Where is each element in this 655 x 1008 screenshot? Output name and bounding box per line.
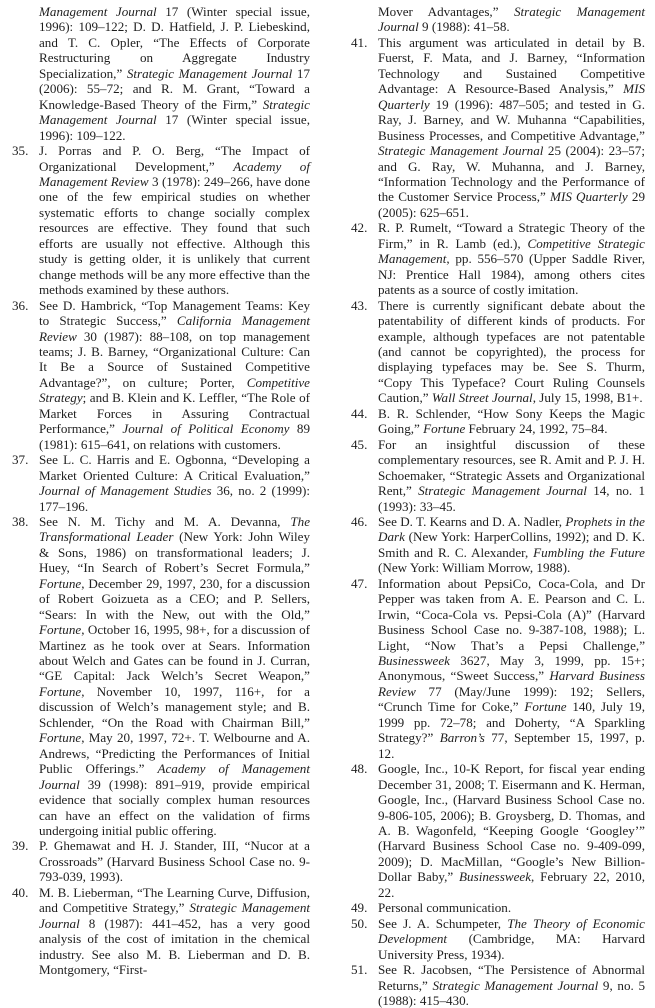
citation-title-italic: Businessweek [459,869,532,885]
citation-title-italic: Prophets in the Dark [378,513,645,545]
endnote-number: 46. [351,513,368,529]
endnote-text: , November 10, 1997, 116+, for a discussion of Welch’s management style; and B. Schlender, “On the Road with Chairman Bill,” [39,683,310,730]
endnote-text: J. Porras and P. O. Berg, “The Impact of Organizational Development,” [39,143,310,174]
citation-title-italic: Journal of Management Studies [39,483,212,499]
endnote-text: , July 15, 1998, B1+. [532,390,643,406]
citation-title-italic: MIS Quarterly [378,81,645,112]
endnote-text: (New York: William Morrow, 1988). [378,560,571,576]
endnote-text: See D. Hambrick, “Top Management Teams: Key to Strategic Success,” [39,297,310,329]
endnote [351,35,645,220]
citation-title-italic: Management Journal [39,4,157,19]
endnote-text: 3 (1978): 249–266, have done one of the few empirical studies on whether systematic efforts to change socially complex resources are effective. They found that such efforts are usually not effective. Although this study is getting older, it is unlikely that current change methods will be any more effective than the methods examined by these authors. [39,173,310,298]
endnote-text: , October 16, 1995, 98+, for a discussion of Martinez as he took over at Sears. Information about Welch and Gates can be found in J. Curran, “GE Capital: Jack Welch’s Secret Weapon,” [39,622,310,684]
endnote-text: (New York: John Wiley & Sons, 1986) on transformational leaders; J. Huey, “In Search of Robert’s Secret Formula,” [39,529,310,576]
citation-title-italic: Strategic Management Journal [39,96,310,128]
citation-title-italic: Fortune [524,699,567,715]
endnote-text: See D. T. Kearns and D. A. Nadler, [378,513,566,529]
endnote-number: 51. [351,962,368,978]
endnote [351,916,645,962]
endnote-text: See N. M. Tichy and M. A. Devanna, [39,513,291,529]
citation-title-italic: Competitive Strategic Management [378,235,645,267]
endnote [351,900,645,915]
endnote-continuation [12,4,310,143]
citation-title-italic: Academy of Management Journal [39,761,310,792]
citation-title-italic: Wall Street Journal [431,390,533,406]
endnote-text: ; and B. Klein and K. Leffler, “The Role of Market Forces in Assuring Contractual Performance,” [39,390,310,437]
endnote-text: (New York: HarperCollins, 1992); and D. K. Smith and R. C. Alexander, [378,529,645,560]
citation-title-italic: Fortune [39,683,82,699]
endnote-text: There is currently significant debate about the patentability of different kinds of products. For example, although typefaces are not patentable (and cannot be copyrighted), the process for displaying typefaces may be. See S. Thurm, “Copy This Typeface? Court Ruling Counsels Caution,” [378,297,645,406]
endnote-number: 40. [12,884,29,900]
endnote [351,220,645,297]
endnote [12,143,310,298]
endnote [12,514,310,839]
right-column [351,4,645,1008]
endnote-number: 38. [12,513,29,529]
citation-title-italic: Competitive Strategy [39,374,310,406]
citation-title-italic: Fumbling the Future [533,544,645,560]
endnote-text: M. B. Lieberman, “The Learning Curve, Diffusion, and Competitive Strategy,” [39,884,310,916]
endnote-number: 36. [12,297,29,313]
endnote-text: 36, no. 2 (1999): 177–196. [39,483,311,514]
endnote-number: 43. [351,297,368,313]
endnote-text: 25 (2004): 23–57; and G. Ray, W. Muhanna, and J. Barney, “Information Technology and the Performance of the Customer Service Process,” [378,143,645,205]
endnote-text: 89 (1981): 615–641, on relations with customers. [39,421,310,452]
endnote [351,298,645,406]
endnote-number: 42. [351,220,368,236]
endnote-text: R. P. Rumelt, “Toward a Strategic Theory of the Firm,” in R. Lamb (ed.), [378,220,645,251]
endnote [351,406,645,437]
left-column [12,4,310,978]
endnote-number: 47. [351,575,368,591]
endnote-text: 30 (1987): 88–108, on top management teams; J. B. Barney, “Organizational Culture: Can It Be a Source of Sustained Competitive Advantage?”, on culture; Porter, [39,328,310,390]
endnote-text: For an insightful discussion of these complementary resources, see R. Amit and P. J. H. Schoemaker, “Strategic Assets and Organizational Rent,” [378,436,645,499]
endnote-text: P. Ghemawat and H. J. Stander, III, “Nucor at a Crossroads” (Harvard Business School Case no. 9-793-039, 1993). [39,838,310,885]
endnote-text: 14, no. 1 (1993): 33–45. [378,483,645,514]
endnote-text: 9 (1988): 41–58. [418,19,510,35]
citation-title-italic: Businessweek [378,653,450,669]
citation-title-italic: Strategic Management Journal [378,4,645,35]
endnote-text: B. R. Schlender, “How Sony Keeps the Magic Going,” [378,405,645,437]
endnote [351,514,645,576]
endnote-number: 45. [351,436,368,452]
citation-title-italic: Fortune [39,622,82,638]
endnote-text: Personal communication. [378,900,512,916]
endnote-text: (Cambridge, MA: Harvard University Press, 1934). [378,931,645,962]
endnote-text: 17 (Winter special issue, 1996): 109–122. [39,112,310,143]
citation-title-italic: Fortune [39,575,82,591]
endnote-text: 77, September 15, 1997, p. 12. [378,730,645,761]
citation-title-italic: Journal of Political Economy [122,421,290,437]
citation-title-italic: MIS Quarterly [550,189,628,205]
endnote-text: Google, Inc., 10-K Report, for fiscal year ending December 31, 2008; T. Eisermann and K. Herman, Google, Inc., (Harvard Business School Case no. 9-806-105, 2006); B. Groysberg, D. Thomas, and A. B. Wagonfeld, “Keeping Google ‘Googley’” (Harvard Business School Case no. 9-409-099, 2009); D. MacMillan, “Google’s New Billion-Dollar Baby,” [378,761,645,885]
citation-title-italic: California Management Review [39,313,311,344]
citation-title-italic: The Transformational Leader [39,513,310,545]
endnote-text: 8 (1987): 441–452, has a very good analysis of the cost of imitation in the chemical industry. See also M. B. Lieberman and D. B. Montgomery, “First- [39,915,310,978]
endnote-text: Information about PepsiCo, Coca-Cola, and Dr Pepper was taken from A. E. Pearson and C. L. Irwin, “Coca-Cola vs. Pepsi-Cola (A)” (Harvard Business School Case no. 9-387-108, 1988); L. Light, “Now That’s a Pepsi Challenge,” [378,575,645,653]
citation-title-italic: Strategic Management Journal [418,483,587,499]
endnote [351,761,645,900]
endnote [12,885,310,978]
endnote-number: 41. [351,34,368,50]
endnote-text: 9, no. 5 (1988): 415–430. [378,977,645,1008]
endnote-continuation [351,4,645,35]
citation-title-italic: Fortune [39,730,82,746]
endnote-text: 19 (1996): 487–505; and tested in G. Ray, J. Barney, and W. Muhanna “Capabilities, Business Processes, and Competitive Advantage,” [378,96,645,143]
citation-title-italic: The Theory of Economic Development [378,915,645,947]
endnote-text: See J. A. Schumpeter, [378,915,508,931]
endnote-text: , December 29, 1997, 230, for a discussion of Robert Goizueta as a CEO; and P. Sellers, “Sears: In with the New, out with the Old,” [39,575,310,622]
citation-title-italic: Fortune [423,421,466,437]
endnote-text: See R. Jacobsen, “The Persistence of Abnormal Returns,” [378,962,645,993]
citation-title-italic: Strategic Management Journal [378,143,544,159]
endnote-text: 17 (2006): 55–72; and R. M. Grant, “Toward a Knowledge-Based Theory of the Firm,” [39,65,310,112]
endnote-number: 35. [12,143,29,159]
endnote-text: February 24, 1992, 75–84. [465,421,608,437]
endnote-number: 44. [351,405,368,421]
endnote-text: 17 (Winter special issue, 1996): 109–122; D. D. Hatfield, J. P. Liebeskind, and T. C. Opler, “The Effects of Corporate Restructuring on Aggregate Industry Specialization,” [39,4,310,81]
citation-title-italic: Strategic Management Journal [39,900,310,931]
citation-title-italic: Strategic Management Journal [432,977,599,993]
endnote-text: , pp. 556–570 (Upper Saddle River, NJ: Prentice Hall 1984), among others cites patents as a source of costly imitation. [378,251,645,298]
endnote-number: 37. [12,452,29,468]
citation-title-italic: Academy of Management Review [39,158,310,189]
endnote-number: 39. [12,838,29,854]
citation-title-italic: Barron’s [439,730,485,746]
endnote [12,838,310,884]
endnote-text: 29 (2005): 625–651. [378,189,645,220]
endnote [351,576,645,761]
endnote-text: 140, July 19, 1999 pp. 72–78; and Doherty, “A Sparkling Strategy?” [378,699,645,746]
endnote-text: This argument was articulated in detail by B. Fuerst, F. Mata, and J. Barney, “Information Technology and Sustained Competitive Advantage: A Resource-Based Analysis,” [378,34,645,97]
citation-title-italic: Harvard Business Review [378,668,645,699]
endnote [12,298,310,453]
endnote-text: See L. C. Harris and E. Ogbonna, “Developing a Market Oriented Culture: A Critical Evaluation,” [39,452,310,483]
endnote-number: 50. [351,915,368,931]
endnote-number: 49. [351,900,368,916]
endnote-text: 3627, May 3, 1999, pp. 15+; Anonymous, “Sweet Success,” [378,653,645,684]
endnote-text: , February 22, 2010, 22. [378,869,645,900]
endnote-text: , May 20, 1997, 72+. T. Welbourne and A. Andrews, “Predicting the Performances of Initial Public Offerings.” [39,730,310,777]
citation-title-italic: Strategic Management Journal [126,65,293,81]
endnote-text: 77 (May/June 1999): 192; Sellers, “Crunch Time for Coke,” [378,683,645,715]
endnote [351,437,645,514]
endnote-text: 39 (1998): 891–919, provide empirical evidence that socially complex human resources can have an effect on the validation of firms undergoing initial public offering. [39,776,310,839]
endnote-text: Mover Advantages,” [378,4,514,19]
endnote-number: 48. [351,761,368,777]
endnote [12,452,310,514]
